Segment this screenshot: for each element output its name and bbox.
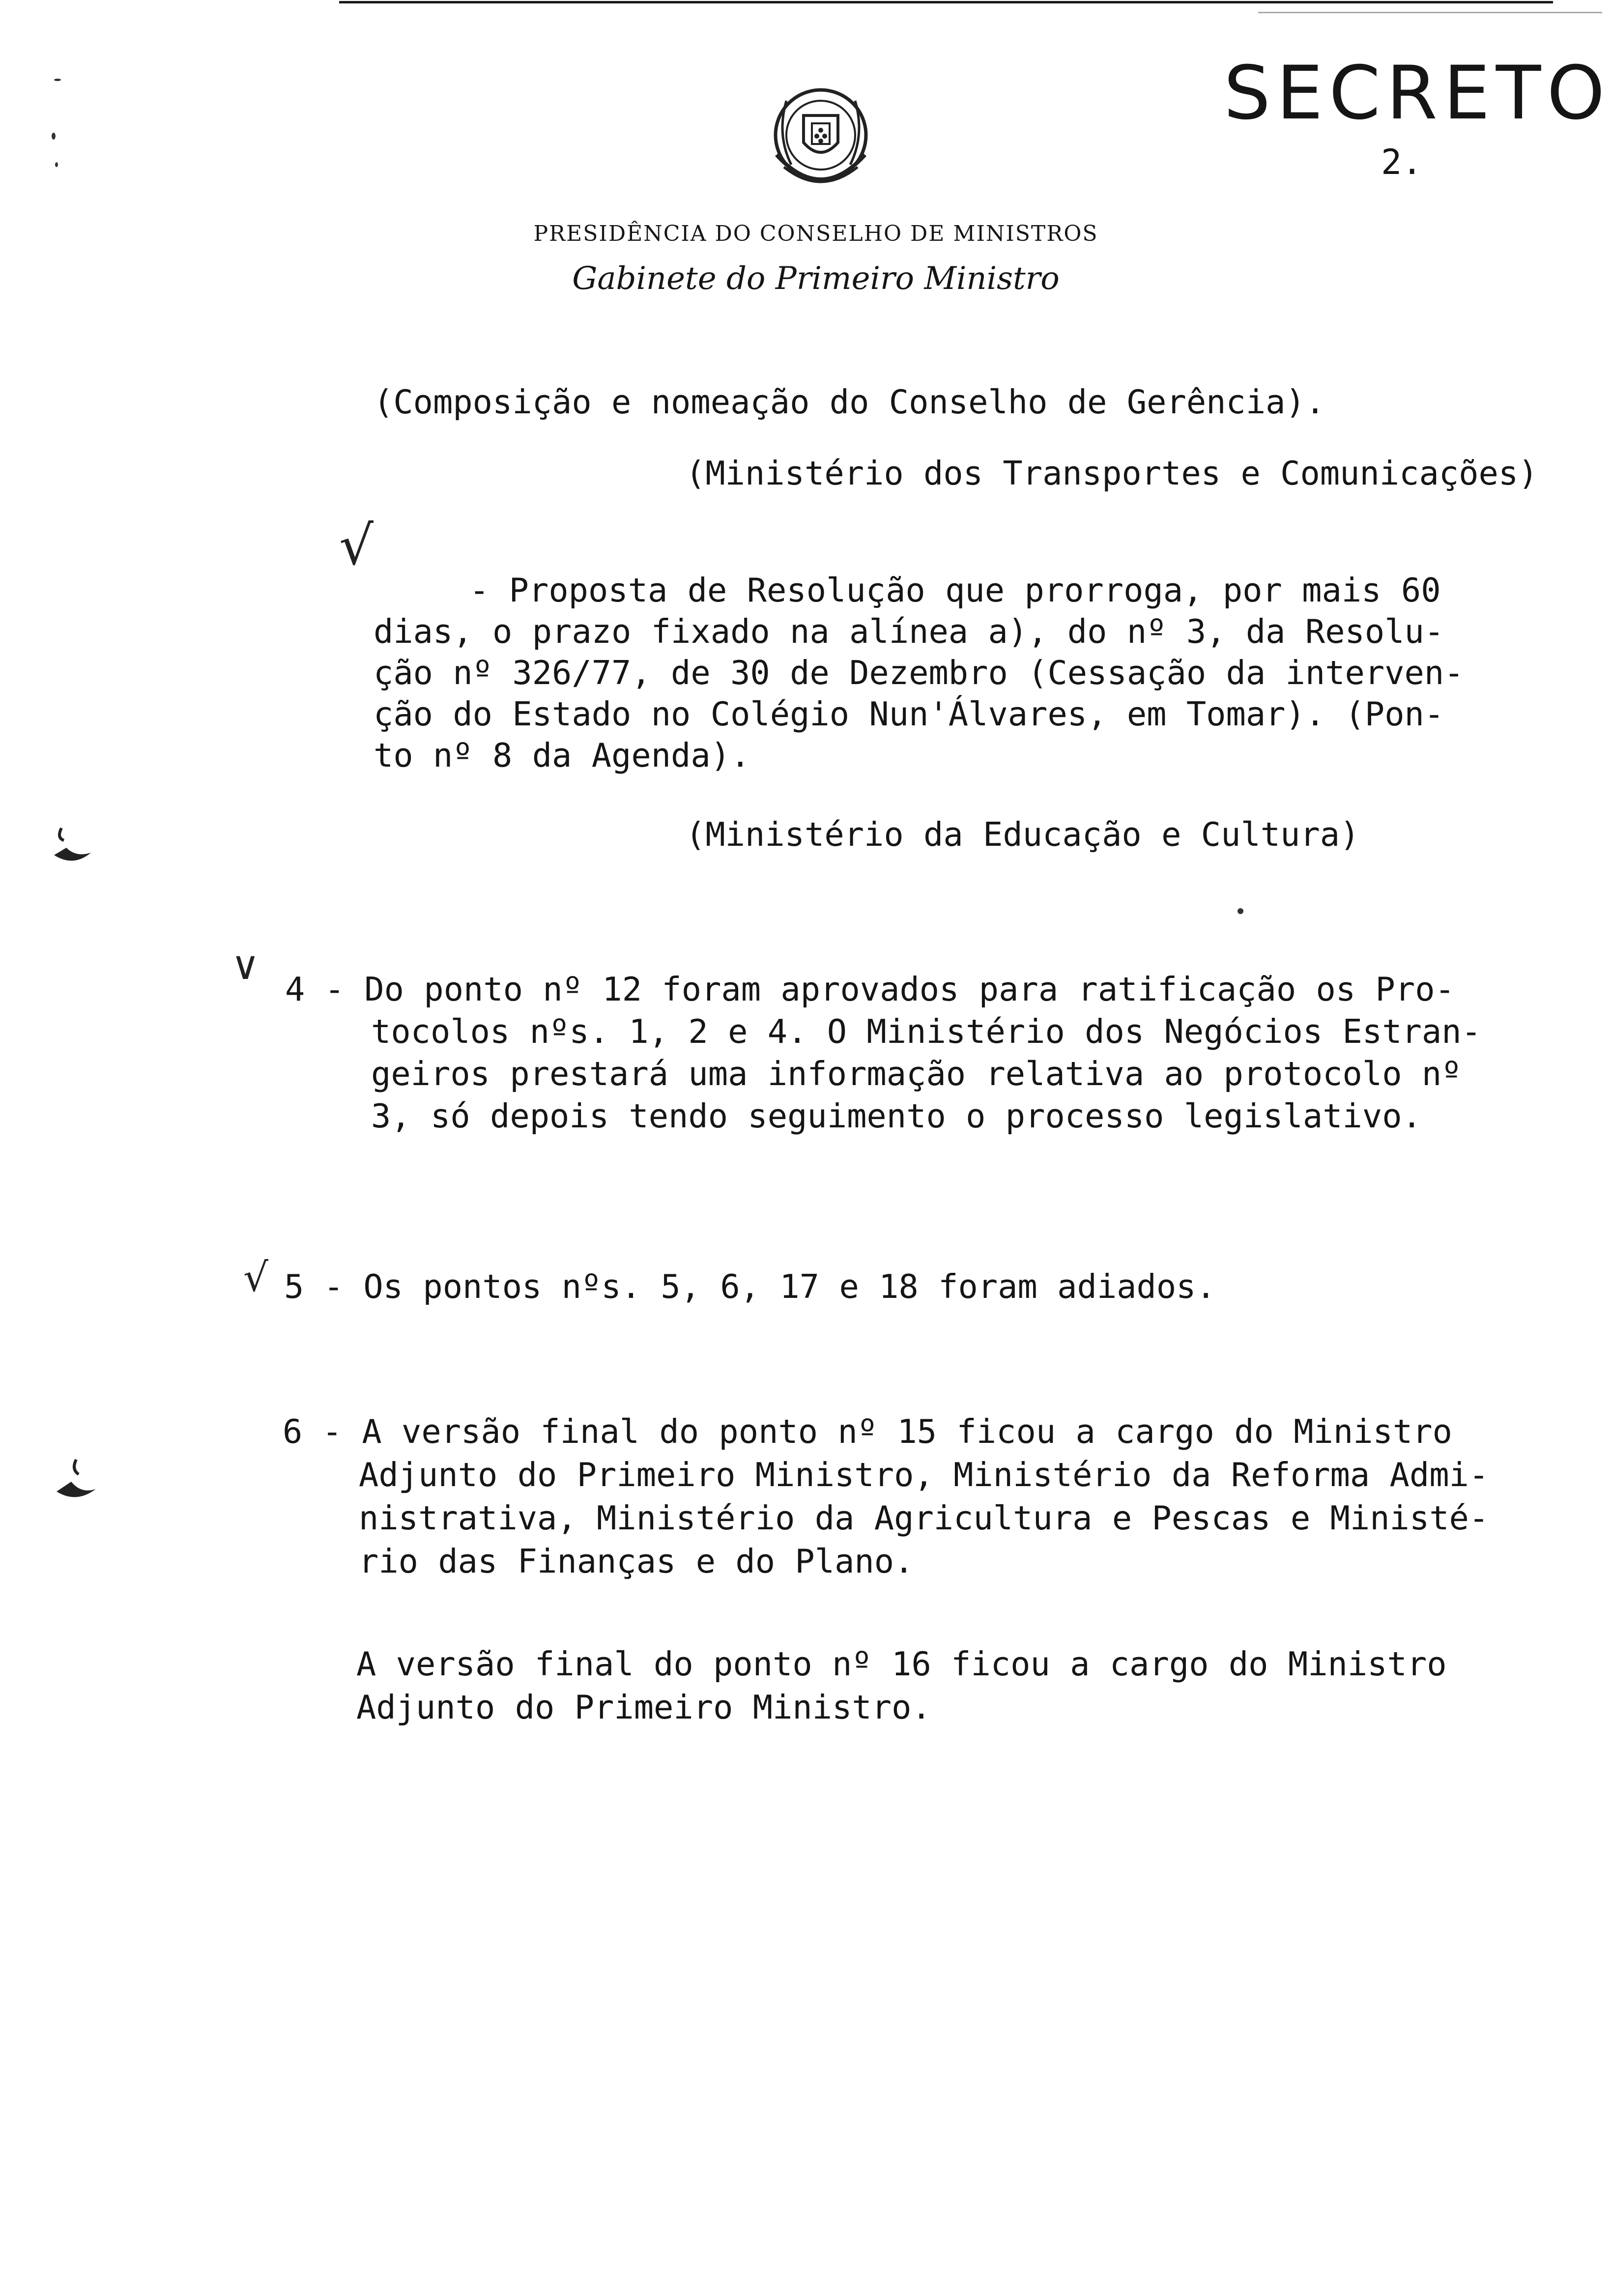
item-b-ministry: (Ministério da Educação e Cultura) xyxy=(686,815,1360,854)
item-b-line: dias, o prazo fixado na alínea a), do nº 3, da Resolu- xyxy=(374,612,1444,651)
coat-of-arms-seal xyxy=(757,81,885,204)
item-6-line: nistrativa, Ministério da Agricultura e Pescas e Ministé- xyxy=(359,1499,1489,1537)
scan-speck xyxy=(52,133,56,140)
classification-stamp: SECRETO xyxy=(1224,51,1611,136)
scan-speck xyxy=(1238,908,1243,914)
item-6b-line: A versão final do ponto nº 16 ficou a cargo do Ministro xyxy=(356,1645,1447,1683)
item-a-ministry: (Ministério dos Transportes e Comunicações) xyxy=(686,454,1538,492)
scan-speck xyxy=(55,162,58,167)
margin-check-mark: √ xyxy=(339,514,374,577)
item-b-line: - Proposta de Resolução que prorroga, por mais 60 xyxy=(469,571,1441,609)
item-a-title: (Composição e nomeação do Conselho de Gerência). xyxy=(374,383,1325,421)
punch-hole-mark xyxy=(47,1455,111,1509)
item-6b-line: Adjunto do Primeiro Ministro. xyxy=(356,1688,931,1726)
item-6-line: rio das Finanças e do Plano. xyxy=(359,1542,914,1580)
punch-hole-mark xyxy=(47,818,101,872)
page-number: 2. xyxy=(1381,142,1423,182)
item-6-line: Adjunto do Primeiro Ministro, Ministério da Reforma Admi- xyxy=(359,1456,1489,1494)
item-b-line: ção do Estado no Colégio Nun'Álvares, em Tomar). (Pon- xyxy=(374,695,1444,733)
margin-tick-mark: ∨ xyxy=(231,943,260,988)
item-b-line: ção nº 326/77, de 30 de Dezembro (Cessação da interven- xyxy=(374,654,1464,692)
item-4-line: tocolos nºs. 1, 2 e 4. O Ministério dos Negócios Estran- xyxy=(371,1012,1481,1051)
scan-top-edge xyxy=(339,1,1553,3)
office-name-script: Gabinete do Primeiro Ministro xyxy=(572,260,1060,297)
item-5-line: 5 - Os pontos nºs. 5, 6, 17 e 18 foram adiados. xyxy=(284,1267,1216,1306)
scan-speck xyxy=(54,79,61,81)
item-4-line: 4 - Do ponto nº 12 foram aprovados para ratificação os Pro- xyxy=(285,970,1455,1008)
item-b-line: to nº 8 da Agenda). xyxy=(374,736,750,775)
scan-top-edge-faint xyxy=(1258,12,1602,13)
margin-check-mark: √ xyxy=(243,1255,268,1300)
item-4-line: geiros prestará uma informação relativa ao protocolo nº xyxy=(371,1055,1462,1093)
organization-name: PRESIDÊNCIA DO CONSELHO DE MINISTROS xyxy=(533,221,1098,246)
item-6-line: 6 - A versão final do ponto nº 15 ficou a cargo do Ministro xyxy=(283,1412,1452,1451)
item-4-line: 3, só depois tendo seguimento o processo legislativo. xyxy=(371,1097,1422,1135)
